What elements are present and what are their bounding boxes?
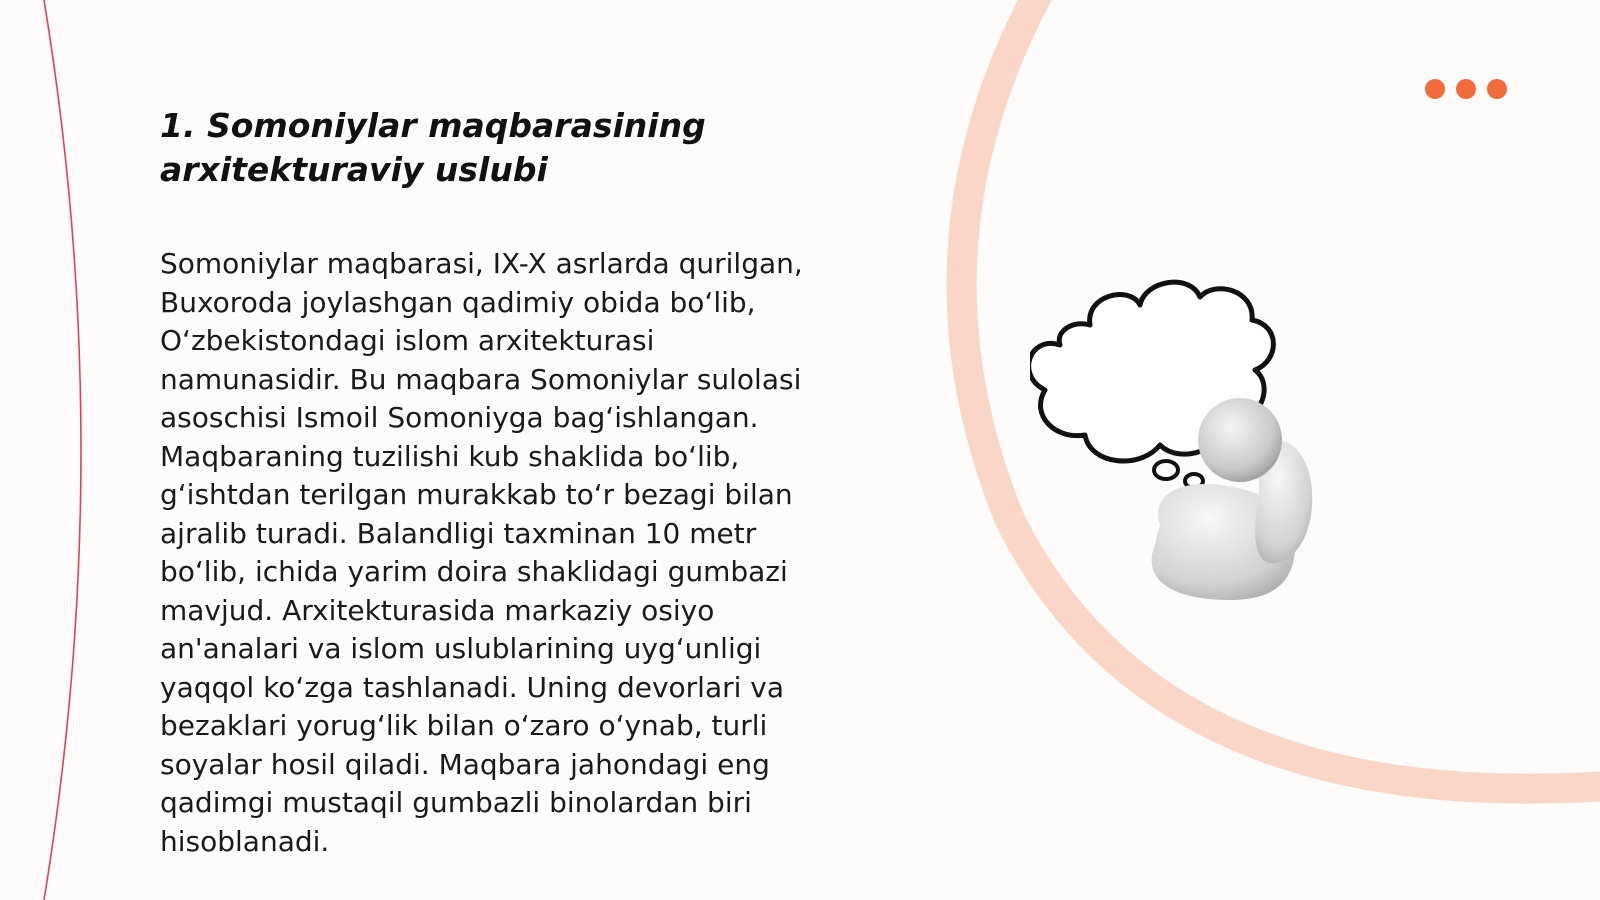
dot bbox=[1487, 79, 1507, 99]
thinking-person-icon bbox=[1030, 275, 1350, 625]
body-paragraph: Somoniylar maqbarasi, IX-X asrlarda qurilgan, Buxoroda joylashgan qadimiy obida bo‘lib, O‘zbekistondagi islom arxitekturasi namunasidir. Bu maqbara Somoniylar sulolasi asoschisi Ismoil Somoniyga bag‘ishlangan. Maqbaraning tuzilishi kub shaklida bo‘lib, g‘ishtdan terilgan murakkab to‘r bezagi bilan ajralib turadi. Balandligi taxminan 10 metr bo‘lib, ichida yarim doira shaklidagi gumbazi mavjud. Arxitekturasida markaziy osiyo an'analari va islom uslublarining uyg‘unligi yaqqol ko‘zga tashlanadi. Uning devorlari va bezaklari yorug‘lik bilan o‘zaro o‘ynab, turli soyalar hosil qiladi. Maqbara jahondagi eng qadimgi mustaqil gumbazli binolardan biri hisoblanadi. bbox=[160, 247, 803, 858]
left-curve-line bbox=[44, 0, 81, 900]
dot bbox=[1425, 79, 1445, 99]
dot bbox=[1456, 79, 1476, 99]
more-dots-icon bbox=[1425, 79, 1507, 99]
slide-title: 1. Somoniylar maqbarasining arxitekturaviy uslubi bbox=[160, 106, 706, 189]
